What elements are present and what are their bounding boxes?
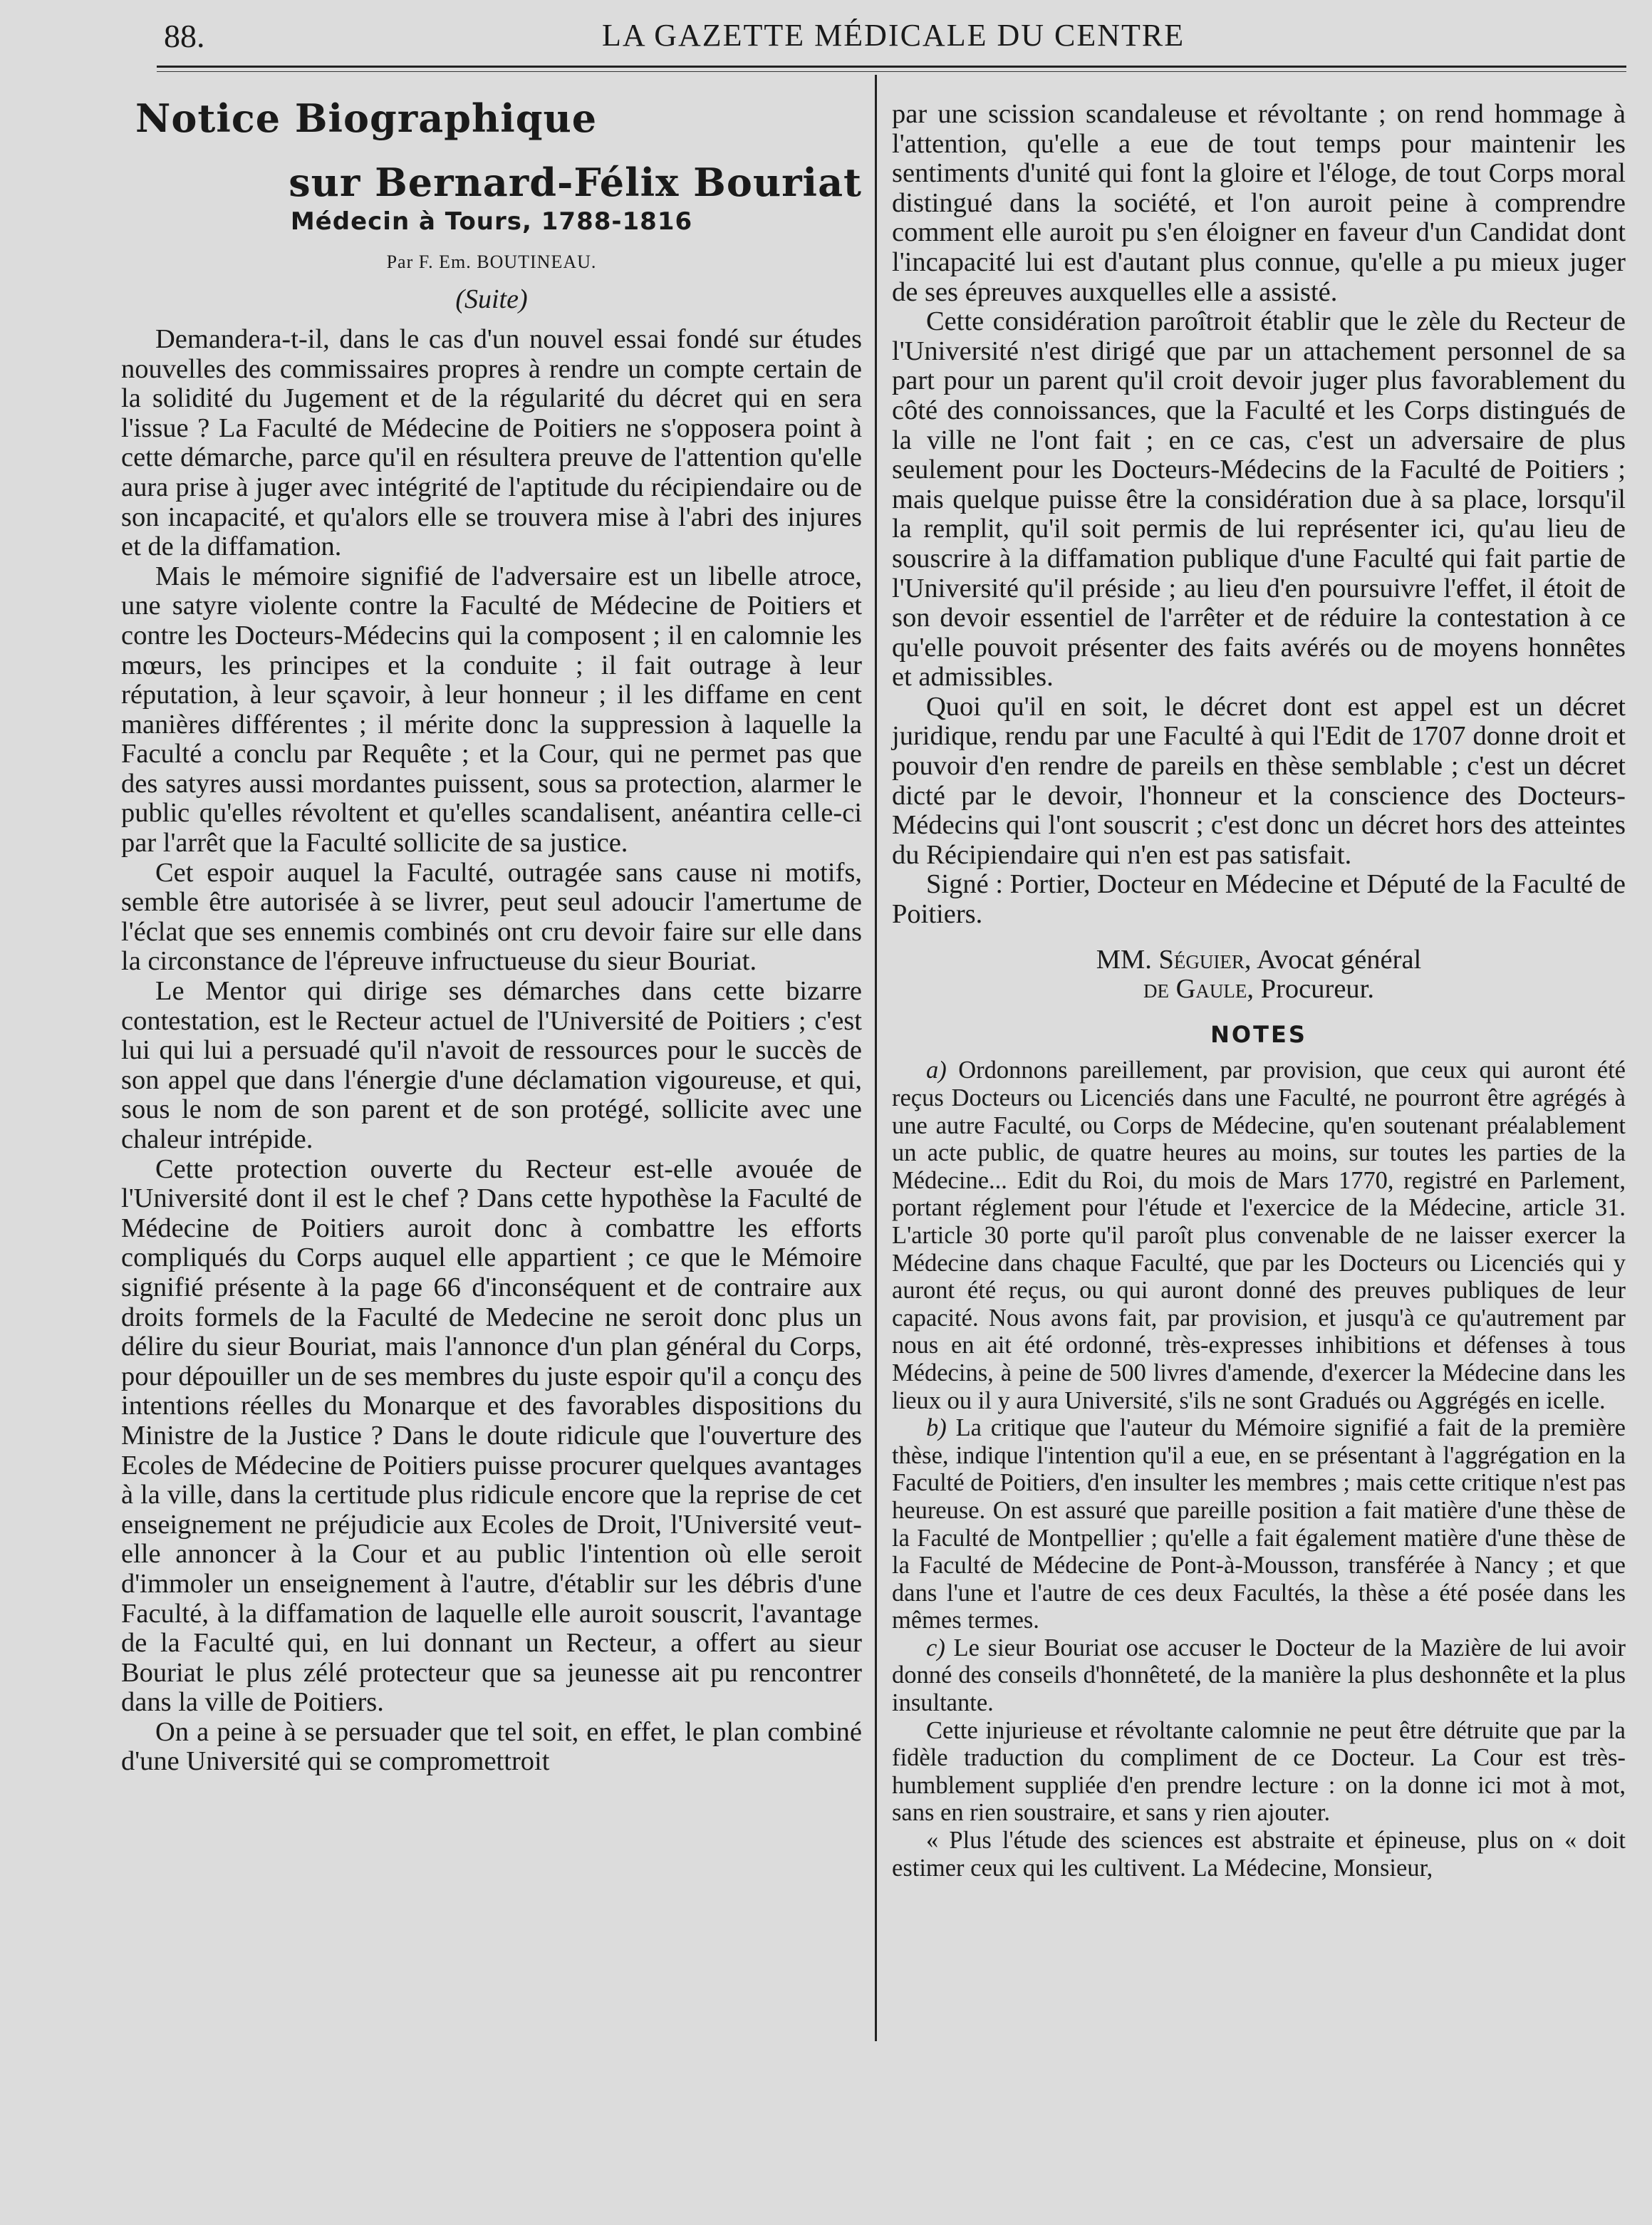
note-item xyxy=(892,1717,1626,1827)
signature: Signé : Portier, Docteur en Médecine et Député de la Faculté de Poitiers. xyxy=(892,869,1626,930)
note-label: b) xyxy=(926,1414,947,1442)
continuation-label: (Suite) xyxy=(455,284,528,315)
article-author: Par F. Em. BOUTINEAU. xyxy=(386,251,597,272)
counsel-name-1: Séguier xyxy=(1158,944,1245,975)
note-item xyxy=(892,1827,1626,1882)
paragraph: On a peine à se persuader que tel soit, en effet, le plan combiné d'une Université qui se compromettroit xyxy=(121,1716,862,1777)
paragraph: par une scission scandaleuse et révoltante ; on rend hommage à l'attention, qu'elle a eue de tout temps pour maintenir les sentiments d'unité qui font la gloire et l'éloge, de tout Corps moral distingué dans la société, et l'on auroit peine à comprendre comment elle auroit pu s'en éloigner en faveur d'un Candidat dont l'incapacité lui est d'autant plus connue, qu'elle a pu mieux juger de ses épreuves auxquelles elle a assisté. xyxy=(892,99,1626,307)
header-rule-thin xyxy=(157,71,1626,72)
page-header xyxy=(0,10,1652,60)
page-number: 88. xyxy=(164,18,205,54)
header-rule xyxy=(157,66,1626,68)
paragraph: Cette protection ouverte du Recteur est-elle avouée de l'Université dont il est le chef ? Dans cette hypothèse la Faculté de Médecine de Poitiers auroit donc à combattre les efforts compliqués du Corps auquel elle appartient ; ce que le Mémoire signifié présente à la page 66 d'inconséquent et de contraire aux droits formels de la Faculté de Medecine ne seroit donc plus un délire du sieur Bouriat, mais l'annonce d'un plan général du Corps, pour dépouiller un de ses membres du juste espoir qu'il a conçu des intentions réelles du Monarque et des favorables dispositions du Ministre de la Justice ? Dans le doute ridicule que l'ouverture des Ecoles de Médecine de Poitiers puisse procurer quelques avantages à la ville, dans la certitude plus ridicule encore que la reprise de cet enseignement ne préjudicie aux Ecoles de Droit, l'Université veut-elle annoncer à la Cour et au public l'intention où elle seroit d'immoler un enseignement à l'autre, d'établir sur les débris d'une Faculté, à la diffamation de laquelle elle auroit souscrit, l'avantage de la Faculté qui, en lui donnant un Recteur, a offert au sieur Bouriat le plus zélé protecteur que sa jeunesse ait pu rencontrer dans la ville de Poitiers. xyxy=(121,1153,862,1718)
counsel-role-2: , Procureur. xyxy=(1247,974,1374,1005)
paragraph: Mais le mémoire signifié de l'adversaire est un libelle atroce, une satyre violente contre la Faculté de Médecine de Poitiers et contre les Docteurs-Médecins qui la composent ; il en calomnie les mœurs, les principes et la conduite ; il fait outrage à leur réputation, à leur sçavoir, à leur honneur ; il les diffame en cent manières différentes ; il mérite donc la suppression à laquelle la Faculté a conclu par Requête ; et la Cour, qui ne permet pas que des satyres aussi mordantes puissent, sous sa protection, alarmer le public qu'elles révoltent et qu'elles scandalisent, anéantira celle-ci par l'arrêt que la Faculté sollicite de sa justice. xyxy=(121,561,862,859)
right-column xyxy=(892,100,1626,1882)
note-text: « Plus l'étude des sciences est abstraite et épineuse, plus on « doit estimer ceux qui les cultivent. La Médecine, Monsieur, xyxy=(892,1827,1626,1882)
note-item xyxy=(892,1414,1626,1634)
note-text: Cette injurieuse et révoltante calomnie ne peut être détruite que par la fidèle traduction du compliment de ce Docteur. La Cour est très-humblement suppliée d'en prendre lecture : on la donne ici mot à mot, sans en rien soustraire, et sans y rien ajouter. xyxy=(892,1716,1626,1827)
article-subtitle: Médecin à Tours, 1788-1816 xyxy=(290,207,693,237)
paragraph: Cette considération paroîtroit établir que le zèle du Recteur de l'Université n'est dirigé que par un attachement personnel de sa part pour un parent qu'il croit devoir juger plus favorablement du côté des connoissances, que la Faculté et les Corps distingués de la ville ne l'ont fait ; en ce cas, c'est un adversaire de plus seulement pour les Docteurs-Médecins de la Faculté de Poitiers ; mais quelque puisse être la considération due à sa place, lorsqu'il la remplit, qu'il soit permis de lui représenter ici, qu'au lieu de souscrire à la diffamation publique d'une Faculté qui fait partie de l'Université qu'il préside ; au lieu d'en poursuivre l'effet, il étoit de son devoir essentiel de l'arrêter et de réduire la contestation à ce qu'elle pouvoit présenter des faits avérés ou de moyens honnêtes et admissibles. xyxy=(892,306,1626,693)
article-title-line2: sur Bernard-Félix Bouriat xyxy=(289,159,862,205)
note-label: a) xyxy=(926,1057,947,1084)
note-text: Ordonnons pareillement, par provision, que ceux qui auront été reçus Docteurs ou Licenciés dans une Faculté, ne pourront être agrégés à une autre Faculté, ou Corps de Médecine, qu'en soutenant préalablement un acte public, de quatre heures au moins, sur toutes les parties de la Médecine... Edit du Roi, du mois de Mars 1770, registré en Parlement, portant réglement pour l'étude et l'exercice de la Médecine, article 31. L'article 30 porte qu'il paroît plus convenable de ne laisser exercer la Médecine dans chaque Faculté, que par les Docteurs ou Licenciés qui y auront été reçus, ou qui auront donné des preuves publiques de leur capacité. Nous avons fait, par provision, et jusqu'à ce qu'autrement par nous en ait été ordonné, très-expresses inhibitions et défenses à tous Médecins, à peine de 500 livres d'amende, d'exercer la Médecine dans les lieux ou il y aura Université, s'ils ne sont Gradués ou Aggrégés en icelle. xyxy=(892,1057,1626,1414)
counsel-role-1: , Avocat général xyxy=(1244,944,1422,975)
note-text: La critique que l'auteur du Mémoire signifié a fait de la première thèse, indique l'intention qu'il a eue, en se présentant à l'aggrégation en la Faculté de Poitiers, d'en insulter les membres ; mais cette critique n'est pas heureuse. On est assuré que pareille position a fait matière d'une thèse de la Faculté de Montpellier ; qu'elle a fait également matière d'une thèse de la Faculté de Médecine de Pont-à-Mousson, transférée à Nancy ; et que dans l'une et l'autre de ces deux Facultés, la thèse a été posée dans les mêmes termes. xyxy=(892,1414,1626,1634)
article-title-line1: Notice Biographique xyxy=(135,95,598,141)
paragraph: Quoi qu'il en soit, le décret dont est appel est un décret juridique, rendu par une Faculté à qui l'Edit de 1707 donne droit et pouvoir d'en rendre de pareils en thèse semblable ; c'est un décret dicté par le devoir, l'honneur et la conscience des Docteurs-Médecins qui l'ont souscrit ; c'est donc un décret hors des atteintes du Récipiendaire qui n'en est pas satisfait. xyxy=(892,691,1626,870)
paragraph: Demandera-t-il, dans le cas d'un nouvel essai fondé sur études nouvelles des commissaires propres à rendre un compte certain de la solidité du Jugement et de la régularité du décret qui en sera l'issue ? La Faculté de Médecine de Poitiers ne s'opposera point à cette démarche, parce qu'il en résultera preuve de l'attention qu'elle aura prise à juger avec intégrité de l'aptitude du récipiendaire ou de son incapacité, et qu'alors elle se trouvera mise à l'abri des injures et de la diffamation. xyxy=(121,323,862,562)
counsel-name-2: de Gaule xyxy=(1143,974,1247,1005)
note-text: Le sieur Bouriat ose accuser le Docteur de la Mazière de lui avoir donné des conseils d'honnêteté, de la manière la plus deshonnête et la plus insultante. xyxy=(892,1634,1626,1717)
paragraph: Le Mentor qui dirige ses démarches dans cette bizarre contestation, est le Recteur actuel de l'Université de Poitiers ; c'est lui qui lui a persuadé qu'il n'avoit de ressources pour le succès de son appel que dans l'énergie d'une déclamation vigoureuse, et qui, sous le nom de son parent et de son protégé, sollicite avec une chaleur intrépide. xyxy=(121,976,862,1154)
note-item xyxy=(892,1057,1626,1414)
note-item xyxy=(892,1634,1626,1717)
running-title: LA GAZETTE MÉDICALE DU CENTRE xyxy=(602,18,1185,53)
notes-heading: NOTES xyxy=(1210,1020,1307,1048)
column-divider xyxy=(875,75,877,2041)
note-label: c) xyxy=(926,1634,945,1661)
counsel-prefix: MM. xyxy=(1096,944,1152,975)
left-column xyxy=(121,95,862,1777)
counsel-line-1 xyxy=(892,945,1626,975)
counsel-line-2 xyxy=(892,975,1626,1005)
paragraph: Cet espoir auquel la Faculté, outragée sans cause ni motifs, semble être autorisée à se livrer, peut seul adoucir l'amertume de l'éclat que ses ennemis combinés ont cru devoir faire sur elle dans la circonstance de l'épreuve infructueuse du sieur Bouriat. xyxy=(121,857,862,977)
